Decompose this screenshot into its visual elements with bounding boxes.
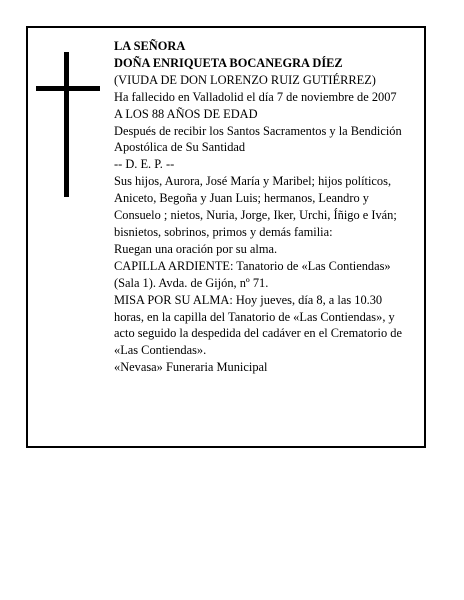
deceased-name: DOÑA ENRIQUETA BOCANEGRA DÍEZ	[114, 55, 343, 70]
cross-icon	[36, 52, 100, 197]
cross-horizontal-bar	[36, 86, 100, 91]
sacraments-line: Después de recibir los Santos Sacramentos y la Bendición Apostólica de Su Santidad	[114, 123, 402, 155]
rip-line: -- D. E. P. --	[114, 157, 175, 172]
mass-line: MISA POR SU ALMA: Hoy jueves, día 8, a las 10.30 horas, en la capilla del Tanatorio de «Las Contiendas», y acto seguido la despedida del cadáver en el Crematorio de «Las Contiendas».	[114, 292, 402, 358]
widow-line: (VIUDA DE DON LORENZO RUIZ GUTIÉRREZ)	[114, 72, 376, 87]
funeral-home-line: «Nevasa» Funeraria Municipal	[114, 360, 268, 375]
prayer-line: Ruegan una oración por su alma.	[114, 241, 278, 256]
obituary-text	[114, 38, 414, 376]
title-line-1: LA SEÑORA	[114, 39, 186, 53]
cross-vertical-bar	[64, 52, 69, 197]
chapel-line: CAPILLA ARDIENTE: Tanatorio de «Las Contiendas» (Sala 1). Avda. de Gijón, nº 71.	[114, 258, 391, 290]
death-date-line: Ha fallecido en Valladolid el día 7 de noviembre de 2007	[114, 89, 397, 104]
family-line: Sus hijos, Aurora, José María y Maribel; hijos políticos, Aniceto, Begoña y Juan Luis; hermanos, Leandro y Consuelo ; nietos, Nuria, Jorge, Iker, Urchi, Íñigo e Iván; bisnietos, sobrinos, primos y demás familia:	[114, 174, 397, 239]
age-line: A LOS 88 AÑOS DE EDAD	[114, 106, 258, 121]
